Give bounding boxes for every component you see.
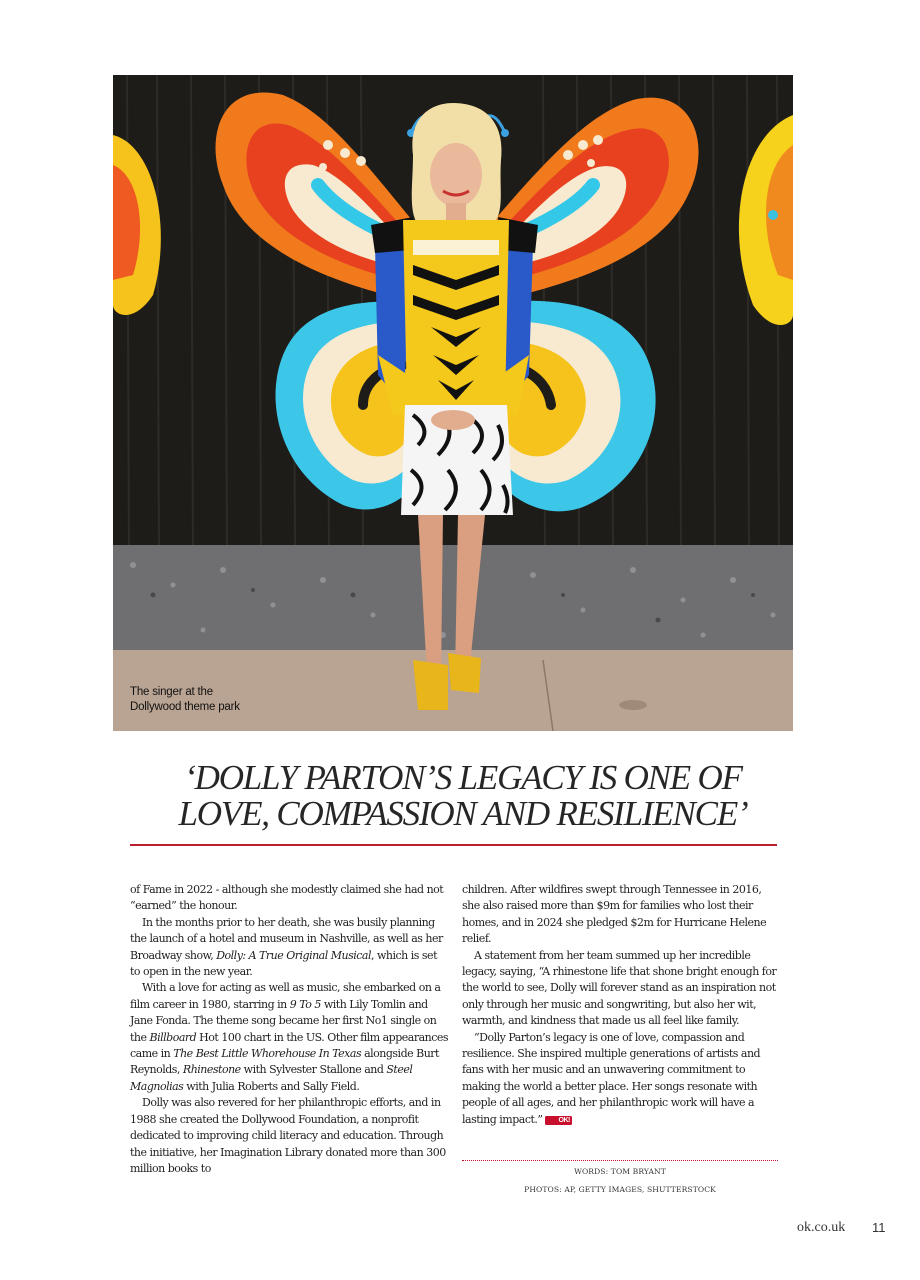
page-number: 11 [872, 1220, 886, 1235]
paragraph: of Fame in 2022 - although she modestly claimed she had not “earned” the honour. [130, 883, 444, 913]
paragraph: In the months prior to her death, she was busily planning the launch of a hotel and museum in Nashville, as well as her Broadway show, Dolly: A True Original Musical, which is set to open in the new year. [130, 915, 443, 979]
pull-quote [113, 760, 813, 832]
film-title: The Best Little Whorehouse In Texas [173, 1047, 362, 1061]
credit-words: WORDS: TOM BRYANT [574, 1167, 666, 1176]
show-title: Dolly: A True Original Musical [216, 948, 371, 962]
chart-name: Billboard [149, 1030, 197, 1044]
film-title: Steel Magnolias [130, 1063, 413, 1093]
hero-photo [113, 75, 793, 731]
credit-photos: PHOTOS: AP, GETTY IMAGES, SHUTTERSTOCK [524, 1185, 716, 1194]
pull-quote-line: ‘DOLLY PARTON’S LEGACY IS ONE OF [184, 758, 742, 797]
paragraph: children. After wildfires swept through Tennessee in 2016, she also raised more than $9m for families who lost their homes, and in 2024 she pledged $2m for Hurricane Helene relief. [462, 883, 767, 946]
pull-quote-line: LOVE, COMPASSION AND RESILIENCE’ [178, 794, 748, 833]
paragraph: A statement from her team summed up her incredible legacy, saying, “A rhinestone life that shone bright enough for the world to see, Dolly will forever stand as an inspiration not only through her music and songwriting, but also her wit, warmth, and kindness that made us all feel like family. [462, 948, 777, 1028]
paragraph: With a love for acting as well as music, she embarked on a film career in 1980, starring in 9 To 5 with Lily Tomlin and Jane Fonda. The theme song became her first No1 single on the Billboard Hot 100 chart in the US. Other film appearances came in The Best Little Whorehouse In Texas alongside Burt Reynolds, Rhinestone with Sylvester Stallone and Steel Magnolias with Julia Roberts and Sally Field. [130, 981, 449, 1093]
credits-divider [462, 1160, 778, 1161]
article-column-right [462, 882, 782, 1128]
caption-line: Dollywood theme park [130, 701, 240, 713]
film-title: Rhinestone [182, 1063, 241, 1077]
ok-logo-icon: OK! [545, 1116, 572, 1125]
photo-caption [130, 685, 240, 715]
pull-quote-divider [130, 844, 777, 846]
article-column-left [130, 882, 450, 1177]
butterfly-mural-illustration [113, 75, 793, 731]
footer-website: ok.co.uk [797, 1220, 846, 1235]
film-title: 9 To 5 [289, 997, 321, 1011]
caption-line: The singer at the [130, 686, 213, 698]
paragraph: Dolly was also revered for her philanthropic efforts, and in 1988 she created the Dollywood Foundation, a nonprofit dedicated to improving child literacy and education. Through the initiative, her Imagination Library donated more than 300 million books to [130, 1096, 446, 1175]
credits [462, 1163, 778, 1199]
paragraph: “Dolly Parton’s legacy is one of love, compassion and resilience. She inspired multiple generations of artists and fans with her music and an unwavering commitment to making the world a better place. Her songs resonate with people of all ages, and her philanthropic work will have a lasting impact.” OK! [462, 1030, 761, 1126]
